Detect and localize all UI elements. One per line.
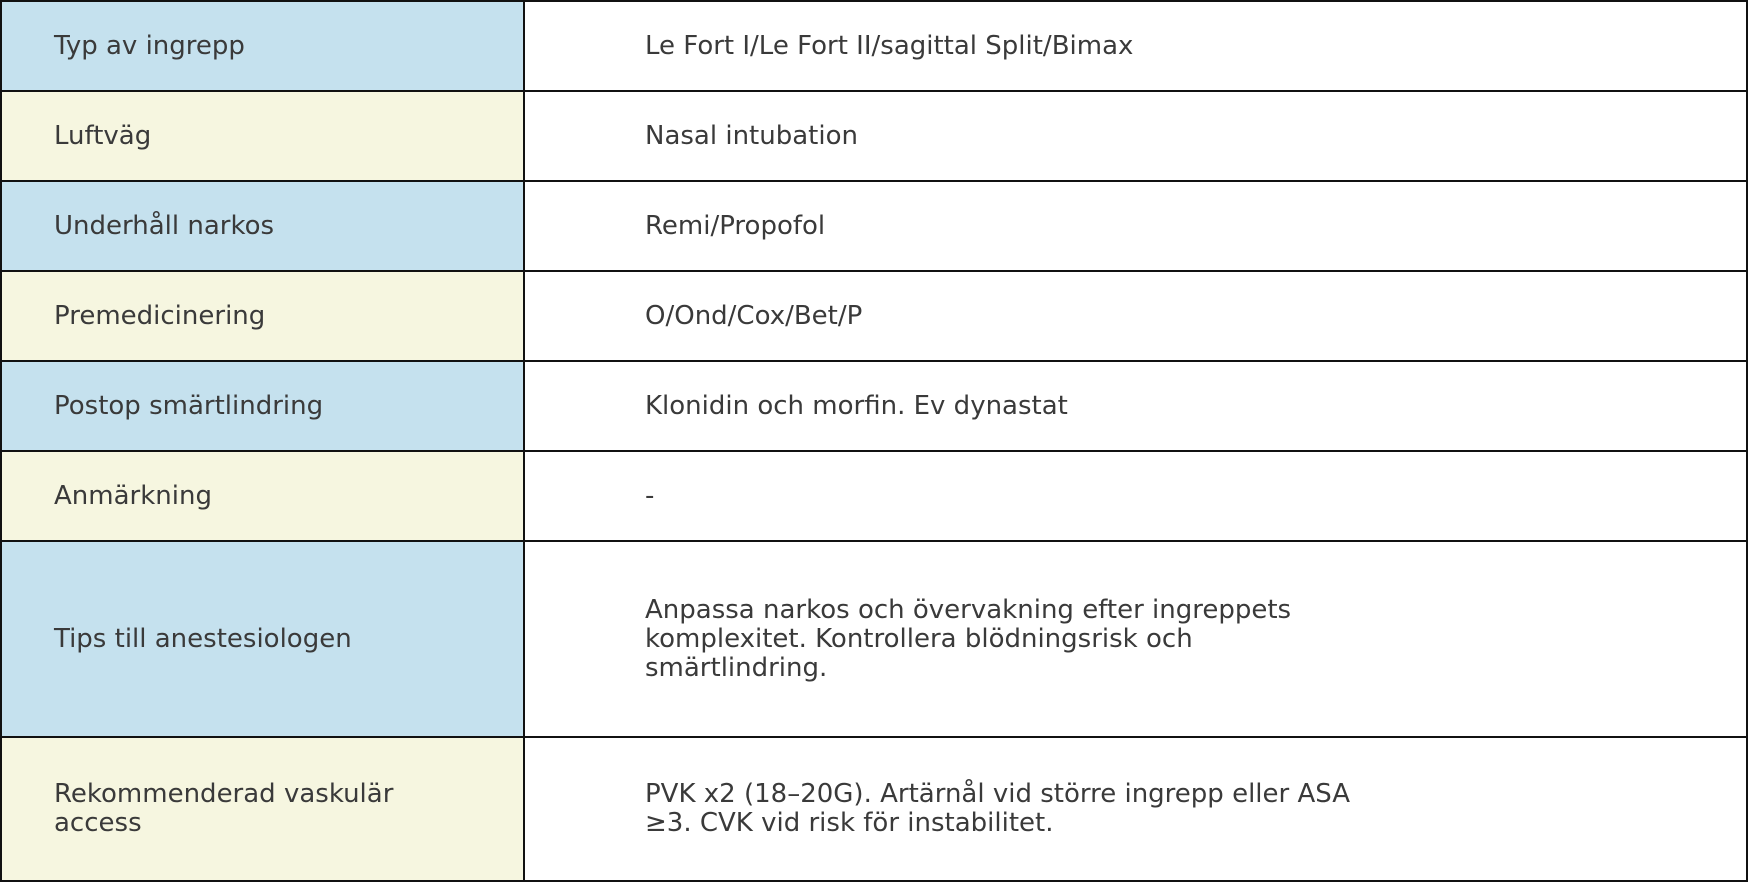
table-row xyxy=(1,451,1747,541)
row-label: Luftväg xyxy=(1,91,524,181)
row-value xyxy=(524,737,1747,881)
row-value xyxy=(524,1,1747,91)
row-label: Anmärkning xyxy=(1,451,524,541)
row-label: Typ av ingrepp xyxy=(1,1,524,91)
row-value xyxy=(524,91,1747,181)
row-label xyxy=(1,737,524,881)
row-value xyxy=(524,271,1747,361)
table-row xyxy=(1,541,1747,737)
table-row xyxy=(1,1,1747,91)
row-label: Underhåll narkos xyxy=(1,181,524,271)
row-label: Postop smärtlindring xyxy=(1,361,524,451)
row-value xyxy=(524,451,1747,541)
row-value-text: Nasal intubation xyxy=(645,120,858,151)
row-label-text: Rekommenderad vaskulär access xyxy=(54,779,394,838)
table-row xyxy=(1,737,1747,881)
row-label: Premedicinering xyxy=(1,271,524,361)
row-value xyxy=(524,181,1747,271)
table-row xyxy=(1,181,1747,271)
row-value xyxy=(524,361,1747,451)
row-label: Tips till anestesiologen xyxy=(1,541,524,737)
table-row xyxy=(1,91,1747,181)
row-value-text: Klonidin och morfin. Ev dynastat xyxy=(645,390,1068,421)
row-value-text: PVK x2 (18–20G). Artärnål vid större ingrepp eller ASA ≥3. CVK vid risk för instabilitet. xyxy=(645,779,1351,838)
row-value-text: - xyxy=(645,480,655,511)
row-value xyxy=(524,541,1747,737)
row-value-text: Le Fort I/Le Fort II/sagittal Split/Bimax xyxy=(645,30,1134,61)
row-value-text: Anpassa narkos och övervakning efter ingreppets komplexitet. Kontrollera blödningsrisk och smärtlindring. xyxy=(645,594,1292,683)
table-row xyxy=(1,271,1747,361)
row-value-text: Remi/Propofol xyxy=(645,210,826,241)
row-value-text: O/Ond/Cox/Bet/P xyxy=(645,300,863,331)
table-row xyxy=(1,361,1747,451)
